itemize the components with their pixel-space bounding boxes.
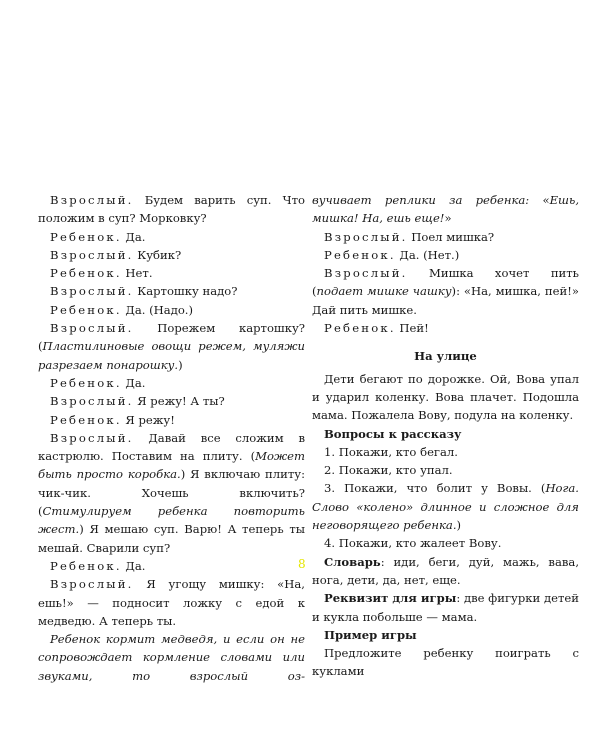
dialogue-line: Взрослый. Будем варить суп. Что положим в суп? Морковку? [38, 193, 305, 226]
dialogue-line: Ребенок. Да. [50, 558, 146, 573]
dialogue-line: Ребенок. Да. (Надо.) [50, 302, 194, 317]
left-column [38, 191, 305, 685]
stage-direction: Ребенок кормит медведя, и если он не сопровождает кормление словами или звуками, то взрослый оз- [38, 632, 305, 683]
stage-direction: вучивает реплики за ребенка: «Ешь, мишка! На, ешь еще!» [312, 193, 580, 226]
dialogue-line: Взрослый. Кубик? [50, 247, 182, 262]
dialogue-line: Ребенок. Да. (Нет.) [324, 247, 460, 262]
dialogue-line: Взрослый. Давай все сложим в кастрюлю. Поставим на плиту. (Может быть просто коробка.) Я включаю плиту: чик-чик. Хочешь включить? (Стимулируем ребенка повторить жест.) Я мешаю суп. Варю! А теперь ты мешай. Сварили суп? [38, 430, 305, 555]
dialogue-line: Взрослый. Порежем картошку? (Пластилиновые овощи режем, муляжи разрезаем понарошку.) [38, 321, 305, 372]
dialogue-line: Ребенок. Нет. [50, 266, 153, 281]
question-item: 2. Покажи, кто упал. [324, 463, 453, 478]
example-title: Пример игры [324, 627, 417, 642]
dialogue-line: Ребенок. Я режу! [50, 412, 175, 427]
dialogue-line: Ребенок. Пей! [324, 321, 429, 336]
dialogue-line: Взрослый. Поел мишка? [324, 229, 495, 244]
section-heading: На улице [414, 349, 477, 364]
question-item: 1. Покажи, кто бегал. [324, 444, 458, 459]
questions-title: Вопросы к рассказу [324, 426, 462, 441]
page-number: 8 [298, 557, 306, 571]
dialogue-line: Взрослый. Мишка хочет пить (подает мишке чашку): «На, мишка, пей!» Дай пить мишке. [312, 266, 579, 317]
right-column [312, 191, 579, 681]
dialogue-line: Взрослый. Я режу! А ты? [50, 394, 225, 409]
story-text: Дети бегают по дорожке. Ой, Вова упал и ударил коленку. Вова плачет. Подошла мама. Пожалела Вову, подула на коленку. [312, 371, 579, 423]
props: Реквизит для игры: две фигурки детей и кукла побольше — мама. [312, 591, 579, 624]
dialogue-line: Взрослый. Картошку надо? [50, 284, 238, 299]
vocabulary: Словарь: иди, беги, дуй, мажь, вава, нога, дети, да, нет, еще. [312, 554, 579, 587]
question-item: 3. Покажи, что болит у Вовы. (Нога. Слово «колено» длинное и сложное для неговорящего ребенка.) [312, 481, 579, 533]
dialogue-line: Взрослый. Я угощу мишку: «На, ешь!» — подносит ложку с едой к медведю. А теперь ты. [38, 577, 305, 628]
dialogue-line: Ребенок. Да. [50, 229, 146, 244]
example-text: Предложите ребенку поиграть с куклами [312, 646, 579, 679]
question-item: 4. Покажи, кто жалеет Вову. [324, 536, 502, 551]
dialogue-line: Ребенок. Да. [50, 375, 146, 390]
